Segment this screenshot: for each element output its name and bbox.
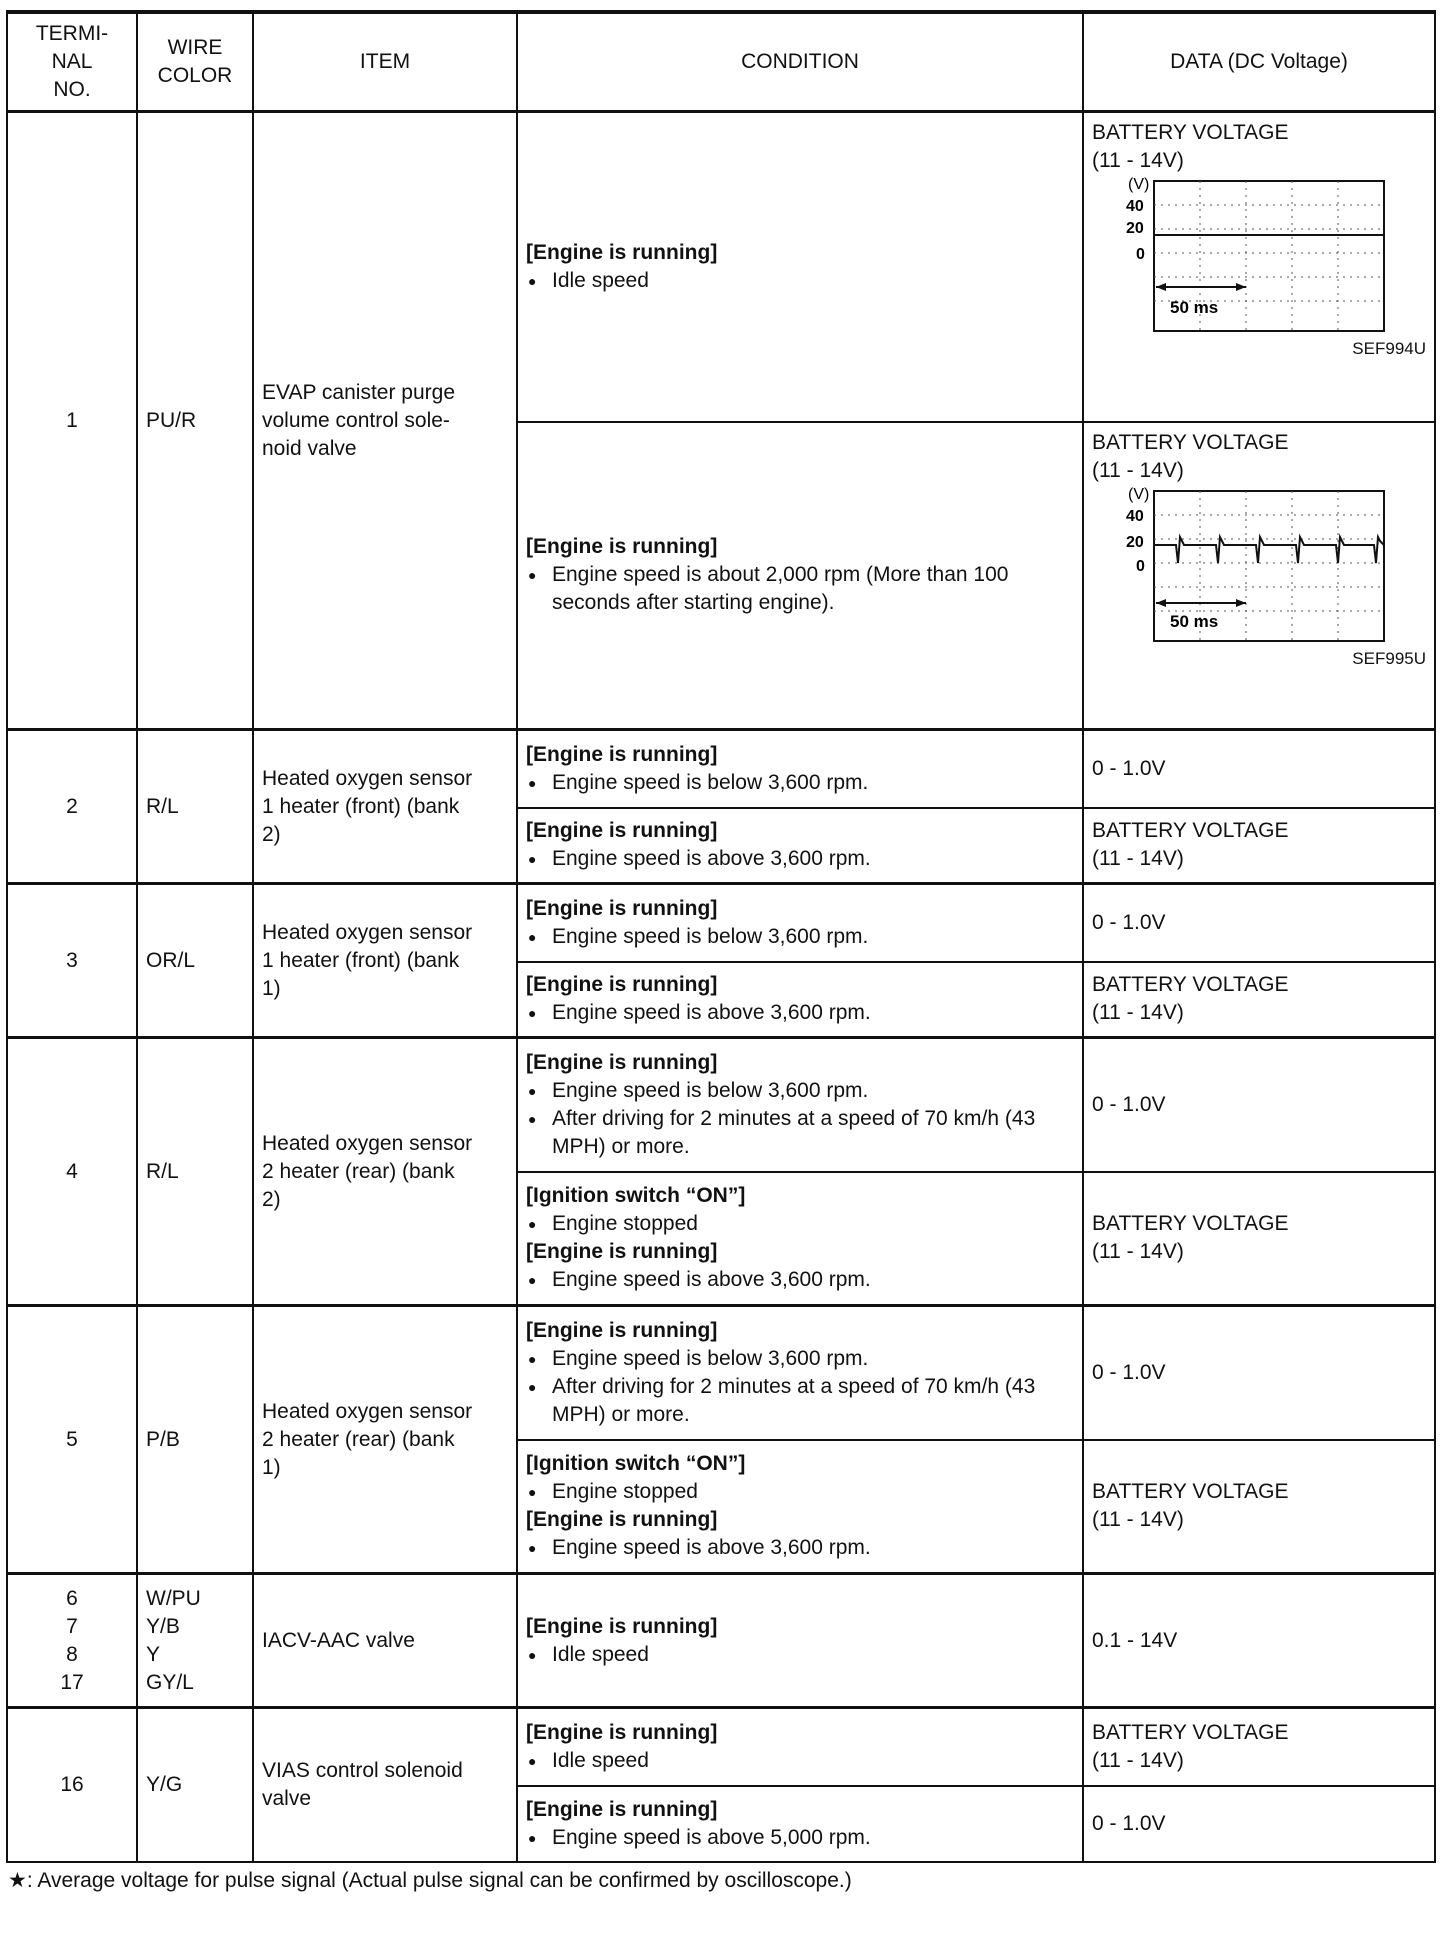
data-cell [1083, 1708, 1435, 1786]
condition-cell [517, 1306, 1083, 1440]
condition-cell [517, 422, 1083, 730]
figure-id: SEF995U [1352, 648, 1426, 668]
condition-heading: [Engine is running] [526, 819, 718, 843]
condition-bullet: ● Idle speed [526, 267, 1074, 295]
data-line: (11 - 14V) [1092, 1240, 1184, 1264]
item-cell [253, 884, 517, 1038]
waveform-svg [1092, 175, 1432, 341]
condition-bullet: ● After driving for 2 minutes at a speed of 70 km/h (43 MPH) or more. [526, 1373, 1074, 1429]
footnote: ★: Average voltage for pulse signal (Actual pulse signal can be confirmed by oscilloscope.) [8, 1869, 852, 1892]
table-row [7, 1708, 1435, 1786]
item-line: VIAS control solenoid [262, 1758, 463, 1782]
item-line: valve [262, 1786, 312, 1810]
data-cell [1083, 112, 1435, 422]
data-cell [1083, 1172, 1435, 1306]
wire-color-line: GY/L [146, 1670, 194, 1694]
item-line: Heated oxygen sensor [262, 1399, 473, 1423]
data-cell: 0 - 1.0V [1083, 1306, 1435, 1440]
item-line: Heated oxygen sensor [262, 1131, 473, 1155]
header-terminal-line: NAL [51, 50, 93, 73]
data-cell: 0.1 - 14V [1083, 1574, 1435, 1708]
data-cell [1083, 962, 1435, 1038]
condition-bullet: ● Engine stopped [526, 1210, 1074, 1238]
condition-cell [517, 808, 1083, 884]
data-line: BATTERY VOLTAGE [1092, 973, 1289, 997]
terminal-data-table [6, 10, 1436, 1863]
wire-color-line: Y [146, 1642, 161, 1666]
data-cell: 0 - 1.0V [1083, 1786, 1435, 1862]
data-cell [1083, 808, 1435, 884]
condition-bullet: ● Engine speed is below 3,600 rpm. [526, 1345, 1074, 1373]
data-line: (11 - 14V) [1092, 1001, 1184, 1025]
data-line: (11 - 14V) [1092, 1508, 1184, 1532]
wire-color: Y/G [137, 1708, 253, 1862]
condition-bullet: ● Idle speed [526, 1641, 1074, 1669]
terminal-no-line: 7 [66, 1614, 78, 1638]
condition-cell [517, 112, 1083, 422]
header-data: DATA (DC Voltage) [1083, 12, 1435, 112]
waveform-time-label: 50 ms [1170, 611, 1219, 631]
header-terminal-line: NO. [53, 78, 91, 101]
data-line: (11 - 14V) [1092, 458, 1184, 482]
waveform-unit: (V) [1128, 176, 1150, 193]
item-line: EVAP canister purge [262, 380, 455, 404]
condition-heading: [Engine is running] [526, 535, 718, 559]
waveform-tick: 20 [1126, 220, 1144, 237]
header-terminal-line: TERMI- [35, 22, 109, 45]
wire-color: R/L [137, 730, 253, 884]
condition-heading: [Engine is running] [526, 1508, 718, 1532]
waveform-unit: (V) [1128, 485, 1150, 503]
condition-heading: [Engine is running] [526, 1240, 718, 1264]
condition-cell [517, 1708, 1083, 1786]
condition-bullet: ● Engine speed is above 5,000 rpm. [526, 1824, 1074, 1852]
item-cell [253, 1306, 517, 1574]
wire-color: OR/L [137, 884, 253, 1038]
data-line: BATTERY VOLTAGE [1092, 121, 1289, 144]
terminal-no: 4 [7, 1038, 137, 1306]
condition-cell [517, 962, 1083, 1038]
condition-bullet: ● Engine speed is below 3,600 rpm. [526, 923, 1074, 951]
header-terminal [7, 12, 137, 112]
condition-cell [517, 1172, 1083, 1306]
condition-heading: [Ignition switch “ON”] [526, 1452, 746, 1476]
data-line: BATTERY VOLTAGE [1092, 1480, 1289, 1504]
item-line: noid valve [262, 436, 357, 460]
wire-color: PU/R [137, 112, 253, 730]
wire-color-line: W/PU [146, 1586, 201, 1610]
item-line: 1) [262, 976, 281, 1000]
item-line: 1) [262, 1455, 281, 1479]
data-cell [1083, 422, 1435, 730]
header-condition: CONDITION [517, 12, 1083, 112]
item-cell [253, 112, 517, 730]
item-cell: IACV-AAC valve [253, 1574, 517, 1708]
condition-cell [517, 1574, 1083, 1708]
data-line: BATTERY VOLTAGE [1092, 819, 1289, 843]
condition-bullet: ● Engine speed is above 3,600 rpm. [526, 1534, 1074, 1562]
terminal-no: 16 [7, 1708, 137, 1862]
table-row [7, 730, 1435, 808]
header-item: ITEM [253, 12, 517, 112]
table-row [7, 1574, 1435, 1708]
condition-cell [517, 884, 1083, 962]
condition-bullet: ● Engine stopped [526, 1478, 1074, 1506]
wire-color: P/B [137, 1306, 253, 1574]
condition-cell [517, 1786, 1083, 1862]
data-line: BATTERY VOLTAGE [1092, 430, 1289, 454]
table-row [7, 1306, 1435, 1440]
wire-color-line: Y/B [146, 1614, 180, 1638]
data-cell [1083, 1440, 1435, 1574]
header-wire-line: WIRE [167, 36, 223, 59]
condition-heading: [Engine is running] [526, 1797, 718, 1821]
waveform-tick: 0 [1136, 557, 1145, 575]
condition-bullet: ● Engine speed is about 2,000 rpm (More than 100 seconds after starting engine). [526, 561, 1074, 617]
condition-heading: [Ignition switch “ON”] [526, 1184, 746, 1208]
condition-bullet: ● Engine speed is above 3,600 rpm. [526, 999, 1074, 1027]
condition-heading: [Engine is running] [526, 1614, 718, 1638]
figure-id: SEF994U [1352, 339, 1426, 358]
terminal-no-line: 6 [66, 1586, 78, 1610]
item-line: 1 heater (front) (bank [262, 794, 460, 818]
condition-bullet: ● Idle speed [526, 1747, 1074, 1775]
condition-bullet: ● Engine speed is below 3,600 rpm. [526, 769, 1074, 797]
header-wire-line: COLOR [157, 64, 233, 87]
terminal-no: 2 [7, 730, 137, 884]
header-wire-color [137, 12, 253, 112]
data-line: (11 - 14V) [1092, 847, 1184, 871]
condition-heading: [Engine is running] [526, 742, 718, 766]
terminal-no: 5 [7, 1306, 137, 1574]
data-cell: 0 - 1.0V [1083, 1038, 1435, 1172]
item-line: 1 heater (front) (bank [262, 948, 460, 972]
waveform-time-label: 50 ms [1170, 298, 1219, 317]
item-cell [253, 730, 517, 884]
terminal-no-line: 17 [60, 1670, 84, 1694]
table-row [7, 884, 1435, 962]
waveform-tick: 40 [1126, 507, 1144, 525]
terminal-no: 1 [7, 112, 137, 730]
item-line: 2 heater (rear) (bank [262, 1427, 455, 1451]
condition-heading: [Engine is running] [526, 1318, 718, 1342]
data-cell: 0 - 1.0V [1083, 884, 1435, 962]
item-line: 2) [262, 1187, 281, 1211]
terminal-no-line: 8 [66, 1642, 78, 1666]
condition-heading: [Engine is running] [526, 1050, 718, 1074]
item-line: volume control sole- [262, 408, 450, 432]
table-header-row [7, 12, 1435, 112]
condition-bullet: ● Engine speed is above 3,600 rpm. [526, 1266, 1074, 1294]
data-line: (11 - 14V) [1092, 149, 1184, 172]
item-line: Heated oxygen sensor [262, 766, 473, 790]
condition-heading: [Engine is running] [526, 1720, 718, 1744]
data-line: BATTERY VOLTAGE [1092, 1720, 1289, 1744]
data-line: (11 - 14V) [1092, 1748, 1184, 1772]
condition-cell [517, 1440, 1083, 1574]
wire-color: R/L [137, 1038, 253, 1306]
table-row [7, 1038, 1435, 1172]
item-line: Heated oxygen sensor [262, 920, 473, 944]
oscilloscope-waveform-steady [1092, 175, 1412, 341]
condition-cell [517, 730, 1083, 808]
item-cell [253, 1708, 517, 1862]
condition-bullet: ● After driving for 2 minutes at a speed of 70 km/h (43 MPH) or more. [526, 1105, 1074, 1161]
condition-cell [517, 1038, 1083, 1172]
item-cell [253, 1038, 517, 1306]
table-row [7, 112, 1435, 422]
waveform-tick: 0 [1136, 246, 1145, 263]
condition-heading: [Engine is running] [526, 896, 718, 920]
condition-heading: [Engine is running] [526, 973, 718, 997]
terminal-no: 3 [7, 884, 137, 1038]
waveform-tick: 40 [1126, 198, 1144, 215]
waveform-tick: 20 [1126, 533, 1144, 551]
condition-bullet: ● Engine speed is above 3,600 rpm. [526, 845, 1074, 873]
condition-heading: [Engine is running] [526, 240, 718, 264]
data-cell: 0 - 1.0V [1083, 730, 1435, 808]
item-line: 2) [262, 822, 281, 846]
oscilloscope-waveform-pulse [1092, 485, 1412, 651]
terminal-no [7, 1574, 137, 1708]
item-line: 2 heater (rear) (bank [262, 1159, 455, 1183]
wire-color [137, 1574, 253, 1708]
waveform-svg [1092, 485, 1432, 651]
condition-bullet: ● Engine speed is below 3,600 rpm. [526, 1077, 1074, 1105]
data-line: BATTERY VOLTAGE [1092, 1212, 1289, 1236]
